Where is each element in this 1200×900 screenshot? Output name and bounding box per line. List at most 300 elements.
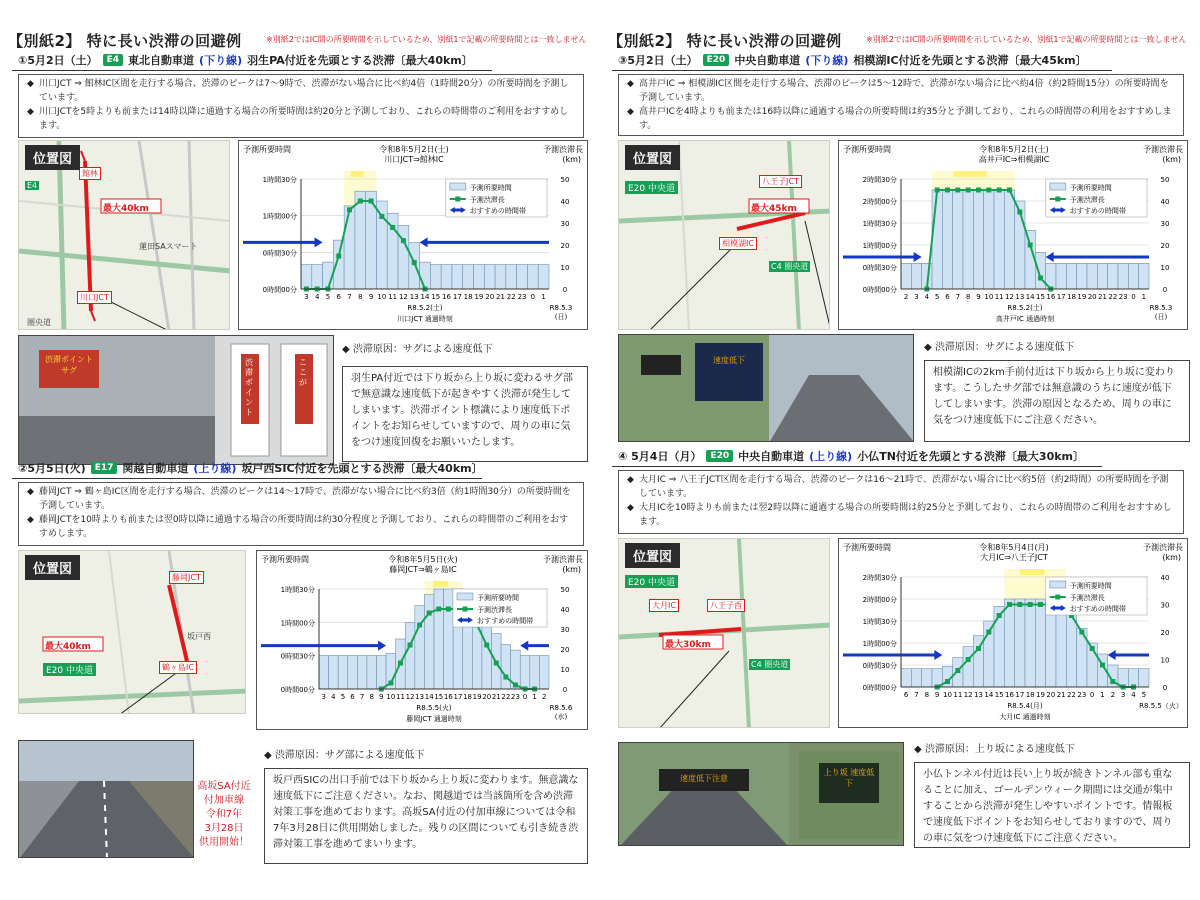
chart-1 (238, 140, 588, 330)
y-tick-label: 1時間30分 (280, 586, 315, 594)
x-tick-label: 2 (903, 293, 909, 301)
site-photo (618, 334, 914, 442)
heading-underline (612, 70, 1112, 71)
photo-graphic (619, 335, 914, 442)
right-column (604, 0, 1196, 900)
legend-swatch (1055, 595, 1060, 600)
jam-description: 羽生PA付近では下り坂から上り坂に変わるサグ部で無意識な速度低下が起きやすく渋滞が発生してしまいます。渋滞ポイント標識により速度低下ポイントをお知らせしていますので、周りの車に気をつけ速度回復をお願いいたします。 (342, 366, 588, 462)
jam-point (398, 661, 403, 666)
max-jam-label: 最大40km (45, 642, 91, 652)
map-label: 蓮田SAスマート (139, 242, 198, 251)
time-bar (539, 656, 549, 689)
x-tick-label: 13 (974, 691, 983, 699)
time-bar (409, 243, 420, 289)
legend-swatch (457, 593, 473, 600)
left-column (4, 0, 596, 900)
route-badge: E17 (91, 462, 118, 474)
x-tick-label: 10 (386, 693, 396, 701)
x-tick-label: 21 (496, 293, 505, 301)
chart-svg (239, 141, 589, 331)
page-title: 【別紙2】 特に長い渋滞の回避例 (608, 32, 842, 50)
time-bar (1128, 669, 1138, 687)
chart-svg (839, 141, 1189, 331)
section-number: ①5月2日（土） (18, 54, 98, 67)
time-bar (1035, 252, 1045, 289)
x-tick-label: 22 (1108, 293, 1118, 301)
y-tick-label: 2時間30分 (862, 176, 897, 184)
time-bar (922, 669, 932, 687)
jam-point (1017, 210, 1022, 215)
x-tick-label: 0 (1131, 293, 1136, 301)
time-bar (367, 656, 377, 689)
recommend-arrowhead (1108, 650, 1116, 660)
time-bar (1087, 263, 1097, 289)
road-name: 中央自動車道 (738, 450, 805, 463)
chart-title: 令和8年5月2日(土) (379, 145, 449, 154)
site-photo (18, 740, 194, 858)
page-note: ※別紙2ではIC間の所要時間を示しているため、別紙1で記載の所要時間とは一致しません (866, 35, 1187, 44)
time-bar (501, 645, 511, 689)
jam-point (1038, 276, 1043, 281)
legend-label: おすすめの時間帯 (1069, 207, 1126, 215)
y-tick-label-right: 50 (560, 586, 570, 594)
x-tick-label: 8 (358, 293, 363, 301)
jam-point (390, 225, 395, 230)
map-label: 相模湖IC (719, 237, 757, 250)
x-tick-label: 5 (340, 693, 346, 701)
x-tick-label: 9 (368, 293, 374, 301)
x-tick-label: 1 (1100, 691, 1105, 699)
chart-date-left: R8.5.4(月) (1007, 702, 1043, 710)
jam-summary: 小仏TN付近を先頭とする渋滞〔最大30km〕 (857, 450, 1084, 463)
y-tick-label-right: 40 (560, 198, 570, 206)
x-tick-label: 16 (1005, 691, 1014, 699)
x-tick-label: 23 (517, 293, 527, 301)
x-tick-label: 21 (1098, 293, 1107, 301)
x-tick-label: 17 (452, 293, 462, 301)
bullet-item: ◆ 高井戸ICを4時よりも前または16時以降に通過する場合の所要時間は約35分と予測しており、これらの時間帯の利用をおすすめします。 (627, 105, 1177, 133)
x-axis-label: 高井戸IC 通過時刻 (995, 315, 1055, 323)
legend-label: 予測所要時間 (1069, 184, 1112, 192)
x-tick-label: 8 (965, 293, 971, 301)
x-tick-label: 21 (1056, 691, 1066, 699)
chart-title: 令和8年5月4日(月) (979, 543, 1049, 552)
road-name: 関越自動車道 (122, 462, 189, 475)
heading-underline (12, 70, 492, 71)
jam-point (1079, 630, 1084, 635)
x-tick-label: 11 (994, 293, 1004, 301)
time-bar (434, 589, 444, 689)
x-tick-label: 17 (1056, 293, 1066, 301)
time-bar (932, 190, 942, 289)
map-label: 藤岡JCT (169, 571, 204, 584)
time-bar (994, 606, 1004, 687)
photo-sign-text: 速度低下 (713, 356, 745, 365)
y-tick-label: 1時間00分 (862, 640, 897, 648)
map-label: 大月IC (649, 599, 679, 612)
recommend-arrowhead (1046, 252, 1054, 262)
x-tick-label: 15 (431, 293, 441, 301)
x-tick-label: 23 (1077, 691, 1087, 699)
jam-point (417, 623, 422, 628)
jam-summary: 羽生PA付近を先頭とする渋滞〔最大40km〕 (247, 54, 473, 67)
peak-marker (1020, 569, 1045, 575)
x-tick-label: 12 (405, 693, 415, 701)
route-badge: E20 (706, 450, 733, 462)
y-tick-label: 0時間30分 (262, 249, 297, 258)
chart-date-right: R8.5.3 (1149, 304, 1173, 312)
y-axis-label-left: 予測所要時間 (243, 145, 291, 154)
x-tick-label: 1 (1141, 293, 1147, 301)
y-tick-label: 0時間30分 (862, 264, 897, 272)
time-bar (911, 263, 921, 289)
time-bar (1139, 669, 1149, 687)
section-number: ④ 5月4日（月） (618, 450, 702, 463)
y-axis-label-right: 予測渋滞長 (543, 145, 583, 154)
site-photo (618, 742, 904, 846)
time-bar (301, 265, 312, 289)
y-axis-label-right: 予測渋滞長 (1143, 145, 1183, 154)
y-axis-label-left: 予測所要時間 (843, 145, 891, 154)
x-tick-label: 22 (506, 293, 516, 301)
jam-point (966, 188, 971, 193)
location-map-label: 位置図 (625, 543, 680, 568)
y-axis-label-right: 予測渋滞長 (543, 555, 583, 564)
map-label: 坂戸西 (187, 632, 211, 641)
y-tick-label: 0時間00分 (280, 686, 315, 694)
legend-label: 予測渋滞長 (469, 196, 505, 204)
x-tick-label: 4 (314, 293, 320, 301)
chart-date-right: R8.5.6 (549, 704, 573, 712)
time-bar (344, 206, 355, 289)
time-bar (901, 263, 911, 289)
y-tick-label: 0時間30分 (862, 662, 897, 670)
bullet-item: ◆ 大月ICを10時よりも前または翌2時以降に通過する場合の所要時間は約25分と予測しており、これらの時間帯のご利用をおすすめします。 (627, 501, 1177, 529)
time-bar (329, 656, 339, 689)
x-tick-label: 10 (984, 293, 994, 301)
legend-label: おすすめの時間帯 (469, 207, 526, 215)
time-bar (430, 265, 441, 289)
chart-date-right: R8.5.5（火） (1139, 702, 1183, 710)
jam-point (347, 207, 352, 212)
legend-swatch (1050, 183, 1066, 190)
jam-point (484, 643, 489, 648)
x-tick-label: 15 (1036, 293, 1045, 301)
map-label: 館林 (79, 167, 101, 180)
time-bar (441, 265, 452, 289)
y-tick-label-right: 30 (1160, 601, 1170, 610)
bullet-item: ◆ 高井戸IC ⇒ 相模湖IC区間を走行する場合、渋滞のピークは5～12時で、渋滞がない場合に比べ約4倍（約2時間15分）の所要時間を予測しています。 (627, 77, 1177, 105)
x-tick-label: 16 (1046, 293, 1056, 301)
x-tick-label: 21 (491, 693, 501, 701)
time-bar (1108, 263, 1118, 289)
x-tick-label: 7 (359, 693, 365, 701)
y-tick-label: 0時間00分 (262, 286, 297, 294)
bullet-item: ◆ 藤岡JCTを10時よりも前または翌0時以降に通過する場合の所要時間は約30分程度と予測しており、これらの時間帯のご利用をおすすめします。 (27, 513, 577, 541)
time-bar (348, 656, 358, 689)
jam-point (945, 679, 950, 684)
time-bar (506, 265, 517, 289)
jam-point (427, 611, 432, 616)
legend-label: 予測渋滞長 (477, 606, 512, 614)
map-label: E20 中央道 (625, 181, 678, 194)
time-bar (463, 265, 474, 289)
x-tick-label: 16 (442, 293, 452, 301)
chart-4 (838, 538, 1188, 728)
legend-label: 予測所要時間 (477, 594, 519, 602)
jam-cause: ◆ 渋滞原因：上り坂による速度低下 (914, 744, 1075, 755)
x-tick-label: 11 (388, 293, 398, 301)
x-tick-label: 19 (474, 293, 484, 301)
time-bar (405, 622, 415, 689)
jam-point (986, 188, 991, 193)
x-tick-label: 10 (943, 691, 952, 699)
jam-point (997, 613, 1002, 618)
legend-label: おすすめの時間帯 (1069, 605, 1126, 613)
site-photo (18, 335, 334, 465)
y-tick-label-right: 0 (1162, 684, 1168, 692)
time-bar (474, 265, 485, 289)
x-tick-label: 22 (501, 693, 511, 701)
y-axis-label-right: (km) (562, 565, 581, 574)
x-tick-label: 15 (994, 691, 1004, 699)
section-1 (4, 50, 596, 470)
jam-cause: ◆ 渋滞原因：サグによる速度低下 (924, 342, 1075, 353)
map-label: E4 (27, 181, 38, 190)
jam-point (1110, 679, 1115, 684)
photo-caption: 高坂SA付近 付加車線 令和7年 3月28日 供用開始！ (197, 781, 251, 848)
y-tick-label: 2時間00分 (862, 596, 897, 604)
time-bar (1066, 614, 1076, 687)
y-axis-label-right: (km) (1162, 155, 1181, 164)
jam-point (494, 661, 499, 666)
y-axis-label-left: 予測所要時間 (843, 543, 891, 552)
time-bar (984, 190, 994, 289)
time-bar (527, 265, 538, 289)
y-tick-label-right: 20 (1160, 629, 1170, 637)
chart-date-right: R8.5.3 (549, 304, 573, 312)
x-tick-label: 11 (395, 693, 405, 701)
x-tick-label: 2 (1110, 691, 1116, 699)
time-bar (338, 656, 348, 689)
time-bar (1118, 263, 1128, 289)
x-tick-label: 5 (934, 293, 940, 301)
x-tick-label: 4 (331, 693, 336, 701)
section-heading (604, 50, 1196, 70)
location-map (18, 550, 246, 714)
y-tick-label: 0時間30分 (280, 652, 315, 661)
y-tick-label-right: 30 (1160, 220, 1170, 228)
legend-swatch (463, 607, 468, 612)
time-bar (312, 265, 323, 289)
y-tick-label: 1時間30分 (862, 220, 897, 228)
legend-swatch (1050, 581, 1066, 588)
x-tick-label: 1 (532, 693, 537, 701)
bullet-box (618, 74, 1184, 136)
map-label: 八王子西 (707, 599, 745, 612)
jam-point (369, 199, 374, 204)
chart-subtitle: 藤岡JCT⇒鶴ヶ島IC (389, 565, 457, 574)
y-axis-label-left: 予測所要時間 (261, 555, 309, 564)
jam-description: 坂戸西SICの出口手前では下り坂から上り坂に変わります。無意識な速度低下にご注意ください。なお、関越道では当該箇所を含め渋滞対策工事を進めております。高坂SA付近の付加車線については令和7年3月28日に供用開始しました。残りの区間についても引き続き渋滞対策工事を進めてまいります。 (264, 768, 588, 864)
time-bar (357, 656, 367, 689)
y-tick-label: 1時間00分 (280, 619, 315, 628)
jam-point (986, 630, 991, 635)
time-bar (1025, 599, 1035, 687)
jam-point (1028, 602, 1033, 607)
jam-point (1100, 663, 1105, 668)
x-tick-label: 6 (945, 293, 950, 301)
time-bar (319, 656, 329, 689)
recommend-arrowhead (315, 237, 323, 247)
x-tick-label: 0 (522, 693, 528, 701)
max-jam-label: 最大45km (751, 204, 797, 214)
x-tick-label: 18 (463, 693, 473, 701)
jam-summary: 坂戸西SIC付近を先頭とする渋滞〔最大40km〕 (241, 462, 483, 475)
page-note: ※別紙2ではIC間の所要時間を示しているため、別紙1で記載の所要時間とは一致しません (266, 35, 587, 44)
x-tick-label: 20 (485, 293, 495, 301)
y-tick-label-right: 30 (560, 220, 570, 228)
time-bar (484, 265, 495, 289)
chart-2 (256, 550, 588, 730)
bullet-box (618, 470, 1184, 534)
y-tick-label-right: 0 (1162, 286, 1168, 294)
time-bar (495, 265, 506, 289)
map-label: E20 中央道 (625, 575, 678, 588)
time-bar (538, 265, 549, 289)
time-bar (444, 589, 454, 689)
recommend-arrowhead (914, 252, 922, 262)
x-tick-label: 9 (976, 293, 981, 301)
time-bar (963, 190, 973, 289)
section-2 (4, 458, 596, 898)
direction: (下り線) (805, 54, 849, 67)
x-tick-label: 9 (934, 691, 940, 699)
x-tick-label: 0 (530, 293, 536, 301)
x-tick-label: 12 (1005, 293, 1014, 301)
legend-label: 予測渋滞長 (1069, 196, 1105, 204)
y-tick-label-right: 40 (1160, 574, 1170, 582)
peak-marker (954, 171, 987, 177)
time-bar (953, 190, 963, 289)
time-bar (517, 265, 528, 289)
time-bar (520, 656, 530, 689)
map-label: C4 圏央道 (771, 262, 809, 271)
x-tick-label: 14 (1025, 293, 1035, 301)
y-axis-label-right: (km) (1162, 553, 1181, 562)
jam-point (358, 199, 363, 204)
x-tick-label: 17 (453, 693, 463, 701)
bullet-item: ◆ 大月IC ⇒ 八王子JCT区間を走行する場合、渋滞のピークは16～21時で、渋滞がない場合に比べ約5倍（約2時間）の所要時間を予測しています。 (627, 473, 1177, 501)
y-tick-label: 1時間30分 (862, 618, 897, 626)
x-tick-label: 3 (914, 293, 919, 301)
map-label: E20 中央道 (43, 663, 96, 676)
direction: (下り線) (199, 54, 243, 67)
legend-swatch (455, 197, 460, 202)
jam-point (379, 214, 384, 219)
chart-date-right: (日) (554, 313, 568, 321)
jam-point (412, 260, 417, 265)
jam-description: 相模湖ICの2km手前付近は下り坂から上り坂に変わります。こうしたサグ部では無意識のうちに速度が低下してしまいます。渋滞の原因となるため、周りの車に気をつけ速度低下にご注意ください。 (924, 360, 1190, 442)
road-name: 中央自動車道 (734, 54, 801, 67)
location-map-label: 位置図 (25, 555, 80, 580)
jam-point (1038, 602, 1043, 607)
map-label: C4 圏央道 (751, 660, 789, 669)
time-bar (1077, 263, 1087, 289)
peak-marker (351, 171, 364, 177)
time-bar (482, 620, 492, 689)
photo-sign-text: 上り坂 速度低下 (823, 768, 875, 788)
jam-point (955, 668, 960, 673)
x-tick-label: 11 (953, 691, 963, 699)
time-bar (1035, 599, 1045, 687)
jam-point (955, 188, 960, 193)
time-bar (911, 669, 921, 687)
section-heading (4, 458, 596, 478)
x-axis-label: 藤岡JCT 通過時刻 (406, 715, 462, 723)
x-tick-label: 3 (304, 293, 309, 301)
x-axis-label: 大月IC 通過時刻 (999, 713, 1051, 721)
y-tick-label-right: 20 (560, 646, 570, 654)
map-label: 八王子JCT (759, 175, 802, 188)
location-map (18, 140, 230, 330)
recommend-arrowhead (378, 641, 386, 651)
chart-date-left: R8.5.5(火) (416, 704, 452, 712)
road-name: 東北自動車道 (128, 54, 195, 67)
recommend-arrowhead (934, 650, 942, 660)
time-bar (355, 191, 366, 289)
x-tick-label: 12 (963, 691, 973, 699)
y-axis-label-right: 予測渋滞長 (1143, 543, 1183, 552)
y-tick-label: 1時間00分 (862, 242, 897, 250)
time-bar (1004, 599, 1014, 687)
bullet-item: ◆ 川口JCTを5時よりも前または14時以降に通過する場合の所要時間は約20分と予測しており、これらの時間帯のご利用をおすすめします。 (27, 105, 577, 133)
x-tick-label: 13 (415, 693, 425, 701)
heading-underline (612, 466, 1102, 467)
jam-point (336, 254, 341, 259)
direction: (上り線) (193, 462, 237, 475)
max-jam-label: 最大30km (665, 640, 711, 650)
legend-label: 予測所要時間 (469, 184, 512, 192)
recommend-arrowhead (520, 641, 528, 651)
x-tick-label: 6 (350, 693, 355, 701)
jam-summary: 相模湖IC付近を先頭とする渋滞〔最大45km〕 (853, 54, 1087, 67)
jam-point (1090, 646, 1095, 651)
time-bar (377, 656, 387, 689)
map-label: 川口JCT (77, 291, 112, 304)
x-tick-label: 23 (510, 693, 520, 701)
jam-point (503, 675, 508, 680)
x-tick-label: 0 (1089, 691, 1095, 699)
section-heading (604, 446, 1196, 466)
location-map-label: 位置図 (625, 145, 680, 170)
chart-3 (838, 140, 1188, 330)
y-tick-label-right: 40 (560, 606, 570, 614)
x-tick-label: 13 (1015, 293, 1025, 301)
time-bar (942, 190, 952, 289)
jam-point (401, 238, 406, 243)
chart-date-left: R8.5.2(土) (407, 304, 443, 312)
chart-subtitle: 高井戸IC⇒相模湖IC (978, 155, 1050, 164)
x-tick-label: 12 (398, 293, 408, 301)
chart-date-right: (日) (1154, 313, 1168, 321)
time-bar (530, 656, 540, 689)
heading-underline (12, 478, 482, 479)
x-tick-label: 18 (1025, 691, 1035, 699)
y-tick-label: 0時間00分 (862, 286, 897, 294)
jam-point (976, 188, 981, 193)
x-tick-label: 14 (424, 693, 434, 701)
